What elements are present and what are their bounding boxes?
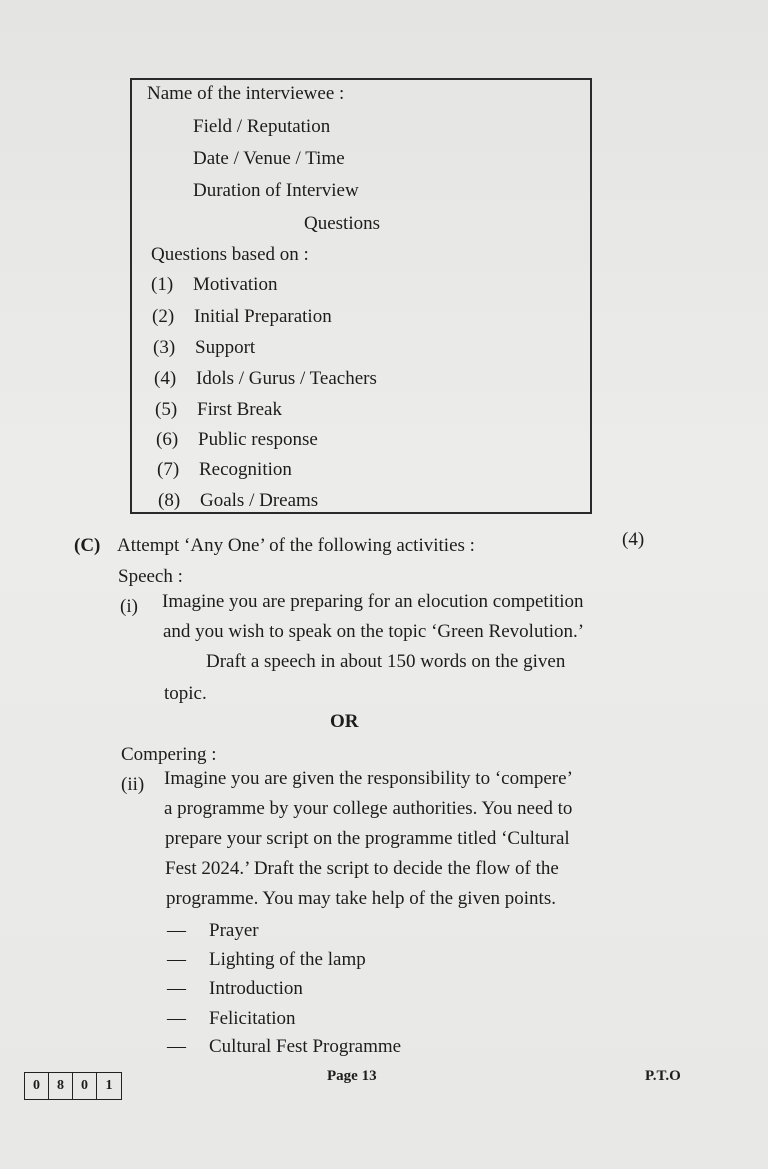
questions-based-on: Questions based on :: [151, 244, 309, 265]
question-item: (2) Initial Preparation: [152, 306, 332, 327]
point-item: — Lighting of the lamp: [167, 949, 366, 970]
speech-line: Draft a speech in about 150 words on the given: [206, 651, 566, 672]
marks: (4): [622, 529, 645, 550]
code-digit: 0: [73, 1073, 97, 1099]
speech-line: and you wish to speak on the topic ‘Green Revolution.’: [163, 621, 585, 642]
duration-label: Duration of Interview: [193, 180, 359, 201]
point-item: — Cultural Fest Programme: [167, 1036, 402, 1057]
compering-line: Imagine you are given the responsibility to ‘compere’: [164, 768, 573, 789]
question-item: (6) Public response: [156, 429, 318, 450]
compering-line: programme. You may take help of the given points.: [166, 888, 556, 909]
compering-line: prepare your script on the programme titled ‘Cultural: [165, 828, 570, 849]
code-digit: 8: [49, 1073, 73, 1099]
questions-title: Questions: [304, 213, 380, 234]
speech-line: topic.: [164, 683, 207, 704]
date-label: Date / Venue / Time: [193, 148, 345, 169]
speech-heading: Speech :: [118, 566, 183, 587]
interviewee-heading: Name of the interviewee :: [147, 83, 345, 104]
compering-line: a programme by your college authorities. You need to: [164, 798, 573, 819]
question-item: (8) Goals / Dreams: [158, 490, 319, 511]
point-item: — Prayer: [167, 920, 259, 941]
question-item: (4) Idols / Gurus / Teachers: [154, 368, 377, 389]
point-item: — Felicitation: [167, 1008, 296, 1029]
compering-heading: Compering :: [121, 744, 217, 765]
speech-line: Imagine you are preparing for an elocution competition: [162, 591, 584, 612]
compering-num: (ii): [121, 774, 145, 795]
point-item: — Introduction: [167, 978, 303, 999]
question-item: (1) Motivation: [151, 274, 278, 295]
section-c-label: (C): [74, 535, 101, 556]
pto-label: P.T.O: [645, 1068, 681, 1084]
question-item: (3) Support: [153, 337, 256, 358]
code-digit: 0: [25, 1073, 49, 1099]
paper-code-boxes: [24, 1072, 122, 1100]
field-label: Field / Reputation: [193, 116, 331, 137]
compering-line: Fest 2024.’ Draft the script to decide the flow of the: [165, 858, 559, 879]
or-separator: OR: [330, 711, 359, 732]
code-digit: 1: [105, 1078, 113, 1093]
speech-num: (i): [120, 596, 138, 617]
page-number: Page 13: [327, 1068, 377, 1084]
section-c-instruction: Attempt ‘Any One’ of the following activities :: [117, 535, 475, 556]
question-item: (5) First Break: [155, 399, 282, 420]
question-item: (7) Recognition: [157, 459, 292, 480]
